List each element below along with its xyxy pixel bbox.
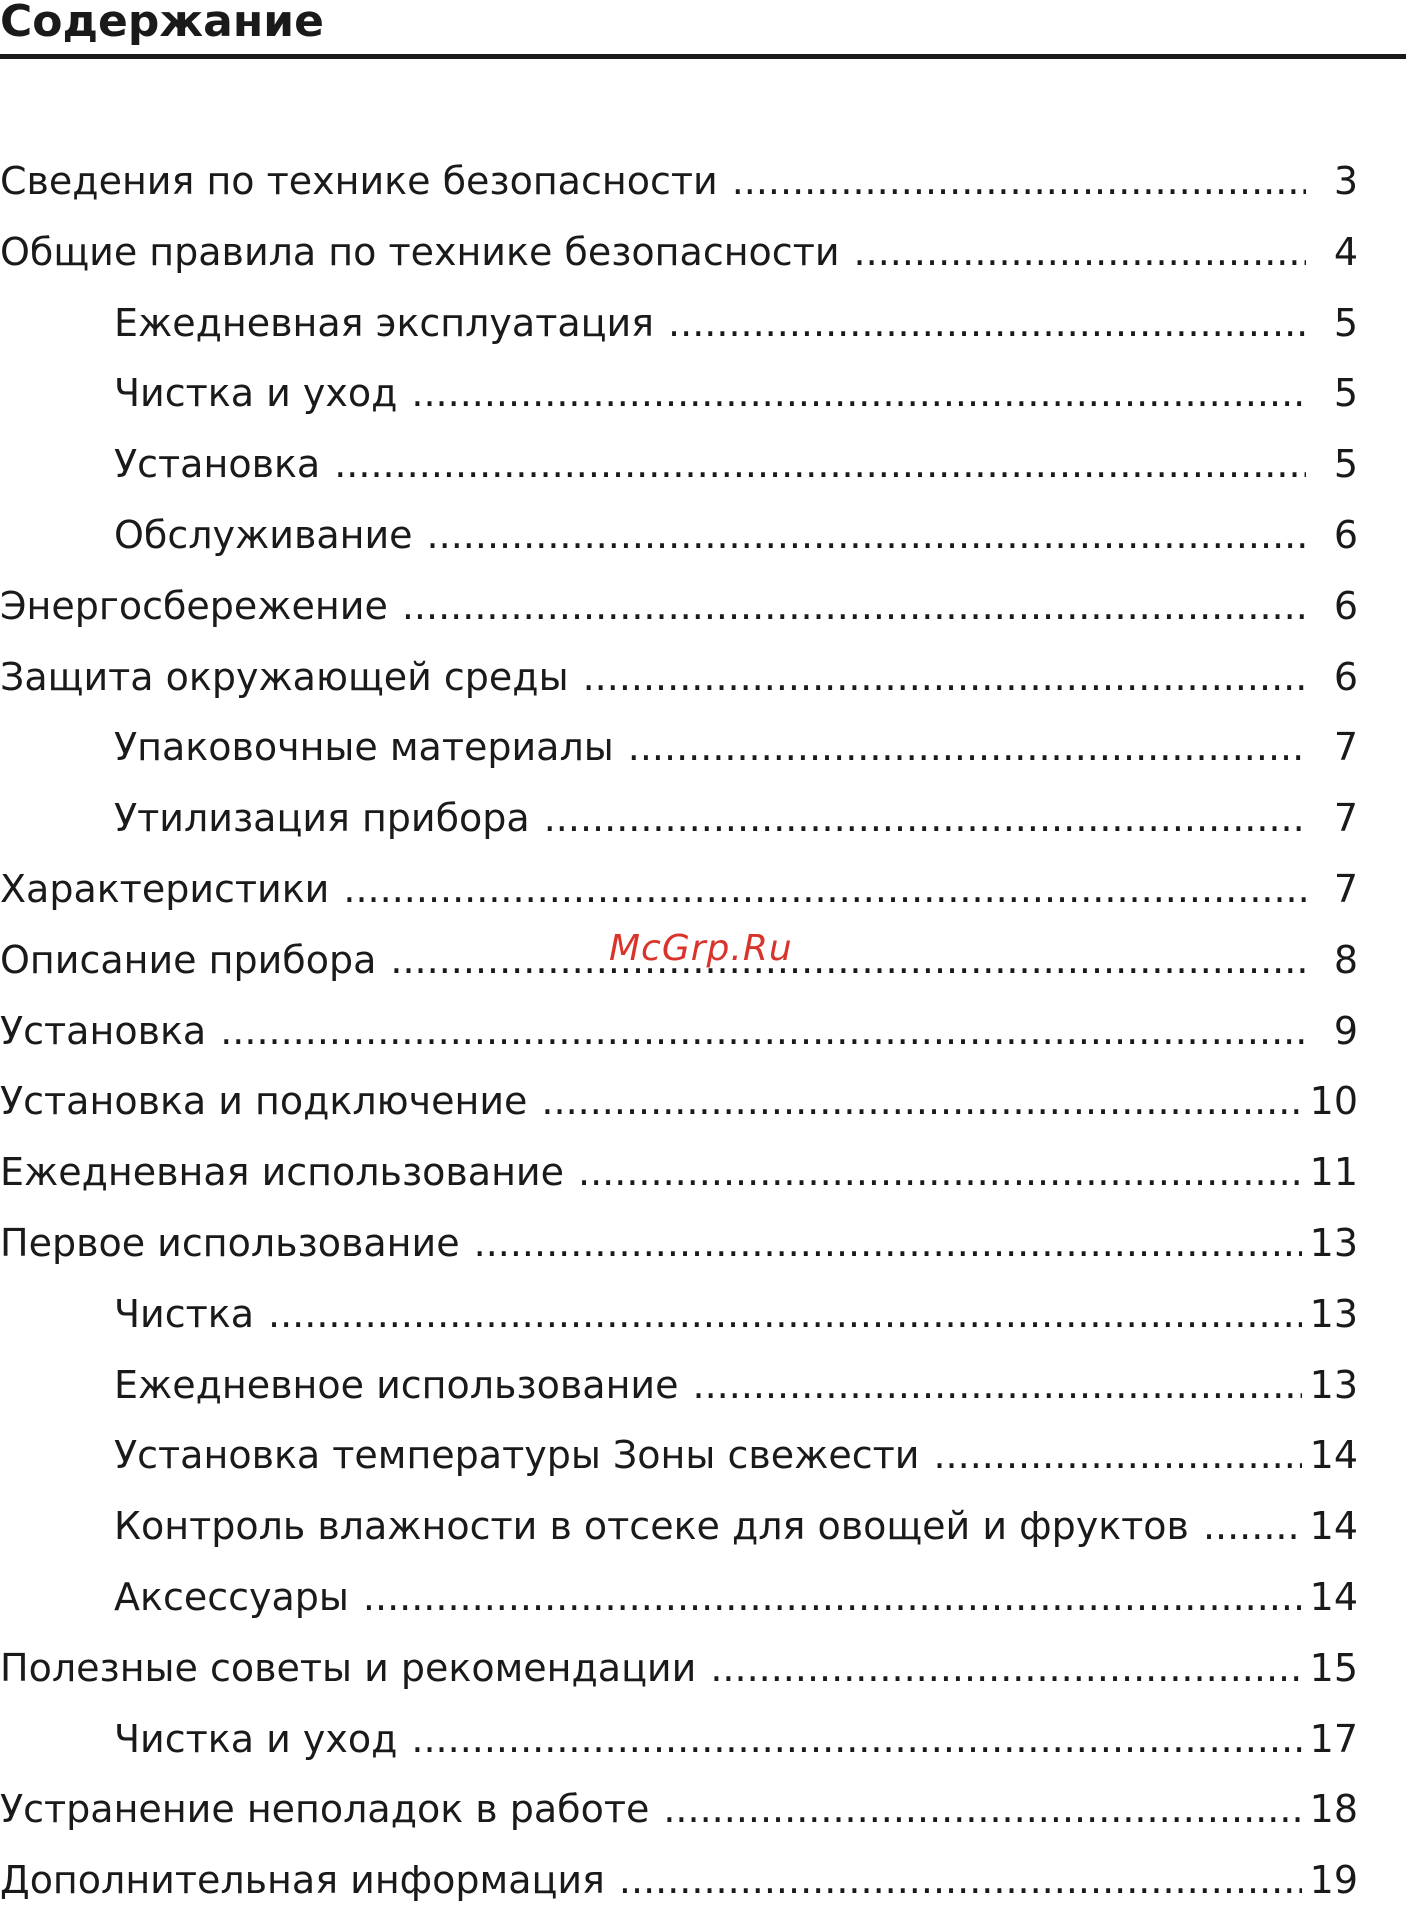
toc-entry-page-number: 13 [1309,1220,1358,1265]
toc-entry-page-number: 14 [1309,1574,1358,1619]
toc-entry-label: Аксессуары [114,1574,349,1619]
toc-entry-label: Чистка [114,1291,255,1336]
toc-dot-leader [402,571,1306,642]
toc-entry-page-number: 14 [1309,1504,1358,1549]
toc-dot-leader [427,500,1306,571]
toc-entry-page-number: 19 [1309,1858,1358,1903]
toc-dot-leader [334,429,1306,500]
toc-entry-label: Сведения по технике безопасности [0,159,718,203]
toc-entry-page-number: 17 [1309,1716,1358,1761]
toc-entry-page-number: 7 [1333,866,1358,911]
toc-dot-leader [474,1208,1302,1279]
toc-entry-page-number: 6 [1333,654,1358,699]
toc-entry-label: Энергосбережение [0,583,388,628]
toc-entry-page-number: 13 [1309,1291,1358,1336]
toc-entry-page-number: 4 [1333,229,1358,274]
toc-entry-label: Установка температуры Зоны свежести [114,1433,920,1478]
toc-entry[interactable] [0,1491,1358,1562]
toc-entry-label: Устранение неполадок в работе [0,1787,650,1832]
toc-entry-page-number: 18 [1309,1787,1358,1832]
watermark: McGrp.Ru [609,928,793,969]
toc-dot-leader [668,288,1306,359]
toc-entry-page-number: 7 [1333,725,1358,770]
toc-entry-page-number: 5 [1333,371,1358,416]
toc-dot-leader [693,1350,1302,1421]
toc-entry[interactable] [0,712,1358,783]
toc-dot-leader [710,1633,1301,1704]
toc-dot-leader [583,642,1306,713]
toc-entry[interactable] [0,571,1358,642]
toc-entry-page-number: 13 [1309,1362,1358,1407]
toc-dot-leader [854,217,1306,288]
toc-entry-label: Описание прибора [0,937,377,982]
toc-entry[interactable] [0,217,1358,288]
toc-entry-page-number: 6 [1333,512,1358,557]
toc-entry[interactable] [0,1845,1358,1916]
toc-entry-label: Установка и подключение [0,1079,528,1124]
toc-dot-leader [732,146,1306,217]
toc-entry-label: Защита окружающей среды [0,654,569,699]
toc-entry-label: Характеристики [0,866,330,911]
toc-entry[interactable] [0,1774,1358,1845]
toc-dot-leader [619,1845,1302,1916]
toc-entry-page-number: 10 [1309,1079,1358,1124]
toc-entry-page-number: 9 [1333,1008,1358,1053]
toc-entry-label: Установка [0,1008,207,1053]
toc-dot-leader [411,1704,1301,1775]
toc-entry-label: Дополнительная информация [0,1858,605,1903]
toc-dot-leader [1203,1491,1302,1562]
toc-entry-label: Ежедневное использование [114,1362,679,1407]
toc-dot-leader [933,1420,1301,1491]
toc-entry-page-number: 15 [1309,1645,1358,1690]
toc-entry[interactable] [0,1420,1358,1491]
toc-dot-leader [363,1562,1302,1633]
toc-entry[interactable] [0,1137,1358,1208]
toc-entry-page-number: 14 [1309,1433,1358,1478]
toc-dot-leader [343,854,1306,925]
title-divider [0,54,1406,59]
toc-entry[interactable] [0,1279,1358,1350]
toc-dot-leader [541,1066,1301,1137]
toc-entry-page-number: 6 [1333,583,1358,628]
toc-entry[interactable] [0,1350,1358,1421]
toc-dot-leader [411,358,1306,429]
toc-entry-label: Установка [114,442,321,487]
toc-entry-label: Ежедневная эксплуатация [114,300,655,345]
toc-entry-label: Общие правила по технике безопасности [0,229,840,274]
toc-entry[interactable] [0,996,1358,1067]
toc-entry[interactable] [0,783,1358,854]
toc-entry[interactable] [0,1704,1358,1775]
toc-entry-page-number: 5 [1333,442,1358,487]
toc-entry-label: Контроль влажности в отсеке для овощей и фруктов [114,1504,1189,1549]
table-of-contents [0,146,1358,1916]
toc-entry[interactable] [0,358,1358,429]
toc-dot-leader [220,996,1306,1067]
toc-entry[interactable] [0,146,1358,217]
toc-entry[interactable] [0,429,1358,500]
toc-entry-label: Первое использование [0,1220,460,1265]
toc-entry-label: Чистка и уход [114,371,398,416]
toc-entry[interactable] [0,288,1358,359]
toc-entry-page-number: 7 [1333,796,1358,841]
toc-entry[interactable] [0,854,1358,925]
toc-entry-label: Чистка и уход [114,1716,398,1761]
toc-dot-leader [663,1774,1301,1845]
toc-entry[interactable] [0,1208,1358,1279]
toc-entry-label: Утилизация прибора [114,796,530,841]
toc-entry[interactable] [0,1562,1358,1633]
toc-entry-label: Обслуживание [114,512,413,557]
toc-dot-leader [578,1137,1302,1208]
toc-dot-leader [544,783,1306,854]
toc-entry-page-number: 5 [1333,300,1358,345]
toc-entry-label: Упаковочные материалы [114,725,614,770]
toc-entry-label: Ежедневная использование [0,1150,565,1195]
toc-entry[interactable] [0,1066,1358,1137]
toc-dot-leader [628,712,1306,783]
toc-entry[interactable] [0,500,1358,571]
toc-entry-page-number: 3 [1333,159,1358,203]
toc-dot-leader [268,1279,1302,1350]
toc-entry[interactable] [0,642,1358,713]
page-title: Содержание [0,0,324,47]
toc-entry-page-number: 8 [1333,937,1358,982]
toc-dot-leader [390,925,1306,996]
toc-entry-page-number: 11 [1309,1150,1358,1195]
toc-entry[interactable] [0,1633,1358,1704]
toc-entry-label: Полезные советы и рекомендации [0,1645,697,1690]
